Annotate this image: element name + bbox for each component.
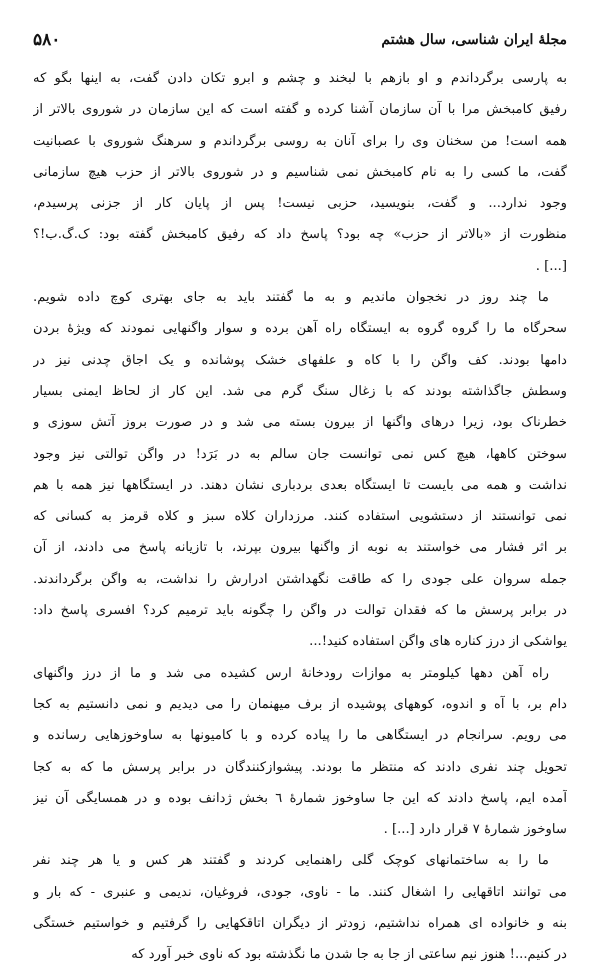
paragraph — [33, 658, 567, 846]
paragraph — [33, 63, 567, 282]
text-line: رفیق کامبخش مرا با آن سازمان آشنا کرده و گفته است که این سازمان در شوروی بالاتر از — [33, 102, 567, 118]
text-line: می توانند اتاقهایی را اشغال کنند. ما - ناوی، جودی، فروغیان، ندیمی و عنبری - که بار و — [33, 884, 567, 900]
text-line: تحویل چند نفری دادند که منتظر ما بودند. پیشوازکنندگان در برابر پرسش ما که به کجا — [33, 759, 567, 775]
text-line: آمده ایم، پاسخ دادند که این جا ساوخوز شمارهٔ ٦ بخش ژدانف بوده و در همسایگی آن نیز — [33, 790, 567, 806]
text-line: سوختن کاهها، هیچ کس نمی توانست جان سالم به در بَرَد! در واگن توالتی نیز وجود — [33, 446, 567, 462]
text-line: بر اثر فشار می خواستند به نوبه از واگنها بیرون بپرند، با تازیانه پاسخ می دادند، از آن — [33, 540, 567, 556]
text-line: همه است! من سخنان وی را برای آنان به روسی برگرداندم و سرهنگ شوروی با عصبانیت — [33, 133, 567, 149]
article-body — [33, 63, 567, 971]
text-line: [...] . — [535, 258, 567, 274]
journal-title: مجلهٔ ایران شناسی، سال هشتم — [381, 32, 567, 48]
text-line: گفت، ما کسی را به نام کامبخش نمی شناسیم و در شوروی بالاتر از حزب هیچ سازمانی — [33, 164, 567, 180]
text-line: نمی توانستند از دستشویی استفاده کنند. مرزداران کلاه سبز و کلاه قرمز به کسانی که — [33, 509, 567, 525]
page-number: ۵۸۰ — [33, 30, 61, 50]
paragraph — [33, 282, 567, 658]
page-header — [33, 28, 567, 54]
text-line: ساوخوز شمارهٔ ٧ قرار دارد [...] . — [383, 822, 567, 838]
text-line: بنه و خانواده ای همراه نداشتیم، زودتر از دیگران اتاقکهایی را گرفتیم و خواستیم خستگی — [33, 916, 567, 932]
text-line: وسطش جاگذاشته بودند که با زغال سنگ گرم می شد. این کار از لحاظ ایمنی بسیار — [33, 383, 567, 399]
text-line: دامها بودند. کف واگن را با کاه و علفهای خشک پوشانده و یک اجاق چدنی نیز در — [33, 352, 567, 368]
text-line: یواشکی از درز کناره های واگن استفاده کنید!... — [309, 634, 567, 650]
text-line: می رویم. سرانجام در ایستگاهی ما را پیاده کرده و با کامیونها به ساوخوزهایی رسانده و — [33, 728, 567, 744]
text-line: ما را به ساختمانهای کوچک گلی راهنمایی کردند و گفتند هر کس و یا هر چند نفر — [33, 853, 549, 869]
text-line: منظورت از «بالاتر از حزب» چه بود؟ پاسخ داد که رفیق کامبخش گفته بود: ک.گ.ب!؟ — [33, 227, 567, 243]
text-line: در برابر پرسش ما که فقدان توالت در واگن را چگونه باید ترمیم کرد؟ افسری پاسخ داد: — [33, 603, 567, 619]
text-line: ما چند روز در نخجوان ماندیم و به ما گفتند باید به جای بهتری کوچ داده شویم. — [33, 290, 549, 306]
text-line: دام بر، با آه و اندوه، کوههای پوشیده از برف میهنمان را می دیدیم و نمی دانستیم به کجا — [33, 696, 567, 712]
text-line: در کنیم...! هنوز نیم ساعتی از جا به جا شدن ما نگذشته بود که ناوی خبر آورد که — [131, 947, 567, 963]
text-line: نداشت و همه می بایست تا ایستگاه بعدی بردباری نشان دهند. در ایستگاهها نیز همه با هم — [33, 477, 567, 493]
text-line: خطرناک بود، زیرا درهای واگنها از بیرون بسته می شد و در صورت بروز آتش سوزی و — [33, 415, 567, 431]
text-line: جمله سروان علی جودی را که طاقت نگهداشتن ادرارش را نداشت، به واگن برگرداندند. — [33, 571, 567, 587]
text-line: وجود ندارد... و گفت، بنویسید، حزبی نیست! پس از پایان کار از جزنی پرسیدم، — [33, 196, 567, 212]
text-line: راه آهن دهها کیلومتر به موازات رودخانهٔ ارس کشیده می شد و ما از درز واگنهای — [33, 665, 549, 681]
paragraph — [33, 845, 567, 970]
text-line: سحرگاه ما را گروه گروه به ایستگاه راه آهن برده و سوار واگنهایی نمودند که ویژهٔ بردن — [33, 321, 567, 337]
text-line: به پارسی برگرداندم و او بازهم با لبخند و چشم و ابرو تکان دادن گفت، به اینها بگو که — [33, 71, 567, 86]
